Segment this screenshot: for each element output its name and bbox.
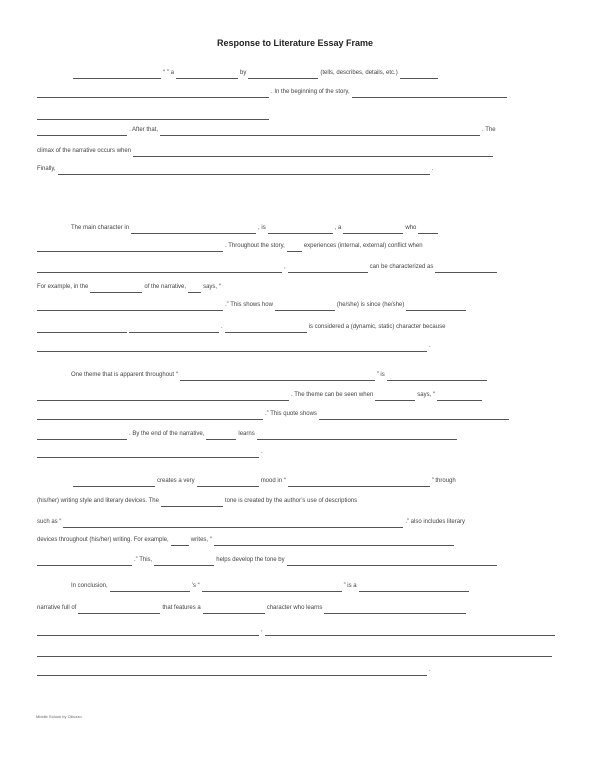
prompt-text: devices throughout (his/her) writing. For example, <box>37 537 169 543</box>
prompt-text: experiences (internal, external) conflict when <box>303 243 423 249</box>
frame-line <box>36 664 556 676</box>
fill-in-blank[interactable] <box>37 89 269 98</box>
prompt-text: For example, in the <box>37 284 89 290</box>
prompt-text: . <box>429 343 431 349</box>
prompt-text: , is <box>258 225 266 231</box>
fill-in-blank[interactable] <box>406 302 466 311</box>
fill-in-blank[interactable] <box>37 302 223 311</box>
frame-line <box>36 495 556 507</box>
frame-line <box>36 145 556 157</box>
prompt-text: that features a <box>162 605 201 611</box>
prompt-text: helps develop the tone by <box>216 557 285 563</box>
fill-in-blank[interactable] <box>37 449 259 458</box>
fill-in-blank[interactable] <box>171 537 189 546</box>
frame-line <box>36 321 556 333</box>
frame-line <box>36 428 556 440</box>
fill-in-blank[interactable] <box>58 166 430 175</box>
fill-in-blank[interactable] <box>37 392 289 401</box>
fill-in-blank[interactable] <box>375 392 415 401</box>
frame-line <box>36 645 556 657</box>
prompt-text: (his/her) writing style and literary devices. The <box>37 498 159 504</box>
prompt-text: The main character in <box>71 225 130 231</box>
fill-in-blank[interactable] <box>400 70 438 79</box>
frame-line <box>36 108 556 120</box>
fill-in-blank[interactable] <box>275 302 335 311</box>
prompt-text: . Throughout the story, <box>225 243 285 249</box>
fill-in-blank[interactable] <box>37 667 427 676</box>
fill-in-blank[interactable] <box>154 557 214 566</box>
prompt-text: narrative full of <box>37 605 77 611</box>
prompt-text: . After that, <box>129 127 159 133</box>
frame-line <box>36 446 556 458</box>
fill-in-blank[interactable] <box>78 605 160 614</box>
fill-in-blank[interactable] <box>343 225 403 234</box>
fill-in-blank[interactable] <box>319 411 509 420</box>
fill-in-blank[interactable] <box>176 70 238 79</box>
prompt-text: . <box>431 166 434 172</box>
prompt-text: , <box>261 627 263 633</box>
fill-in-blank[interactable] <box>197 478 259 487</box>
frame-line <box>36 240 556 252</box>
footer-credit: Middle School by Ciliuzzo <box>36 714 82 719</box>
fill-in-blank[interactable] <box>37 648 552 657</box>
frame-line <box>70 580 556 592</box>
fill-in-blank[interactable] <box>214 537 454 546</box>
frame-line <box>36 624 556 636</box>
fill-in-blank[interactable] <box>131 225 256 234</box>
fill-in-blank[interactable] <box>206 431 236 440</box>
prompt-text: , a <box>334 225 342 231</box>
prompt-text: learns <box>238 431 255 437</box>
prompt-text: .” This shows how <box>225 302 273 308</box>
frame-line <box>36 554 556 566</box>
frame-line <box>36 86 556 98</box>
frame-line <box>36 261 556 273</box>
prompt-text: (tells, describes, details, etc.) <box>320 70 398 76</box>
fill-in-blank[interactable] <box>180 372 375 381</box>
fill-in-blank[interactable] <box>188 284 201 293</box>
prompt-text: . <box>221 324 223 330</box>
frame-line <box>36 534 556 546</box>
fill-in-blank[interactable] <box>37 324 127 333</box>
fill-in-blank[interactable] <box>359 583 469 592</box>
fill-in-blank[interactable] <box>288 264 368 273</box>
fill-in-blank[interactable] <box>265 627 555 636</box>
fill-in-blank[interactable] <box>437 392 482 401</box>
frame-line <box>36 408 556 420</box>
prompt-text: character who learns <box>266 605 323 611</box>
fill-in-blank[interactable] <box>73 478 155 487</box>
fill-in-blank[interactable] <box>435 264 497 273</box>
fill-in-blank[interactable] <box>110 583 190 592</box>
prompt-text: . <box>429 667 431 673</box>
fill-in-blank[interactable] <box>37 431 127 440</box>
frame-line <box>36 389 556 401</box>
fill-in-blank[interactable] <box>387 372 487 381</box>
fill-in-blank[interactable] <box>129 324 219 333</box>
fill-in-blank[interactable] <box>352 89 507 98</box>
prompt-text: climax of the narrative occurs when <box>37 148 132 154</box>
fill-in-blank[interactable] <box>37 557 132 566</box>
prompt-text: . The theme can be seen when <box>291 392 374 398</box>
frame-line <box>70 222 556 234</box>
fill-in-blank[interactable] <box>288 478 430 487</box>
fill-in-blank[interactable] <box>90 284 142 293</box>
prompt-text: says, “ <box>203 284 221 290</box>
fill-in-blank[interactable] <box>287 243 302 252</box>
prompt-text: ’s “ <box>191 583 200 589</box>
fill-in-blank[interactable] <box>225 324 307 333</box>
prompt-text: is considered a (dynamic, static) character because <box>308 324 446 330</box>
prompt-text: tone is created by the author’s use of descriptions <box>224 498 358 504</box>
prompt-text: , <box>284 264 286 270</box>
fill-in-blank[interactable] <box>268 225 333 234</box>
fill-in-blank[interactable] <box>257 431 457 440</box>
prompt-text: “ <box>163 70 165 76</box>
prompt-text: . The <box>482 127 496 133</box>
prompt-text: (he/she) is since (he/she) <box>336 302 405 308</box>
prompt-text: . In the beginning of the story, <box>271 89 350 95</box>
prompt-text: ” a <box>167 70 175 76</box>
fill-in-blank[interactable] <box>37 627 259 636</box>
prompt-text: . <box>261 449 263 455</box>
prompt-text: ” is a <box>343 583 357 589</box>
fill-in-blank[interactable] <box>37 243 223 252</box>
prompt-text: .” This, <box>134 557 153 563</box>
prompt-text: who <box>405 225 417 231</box>
prompt-text: ” is <box>376 372 385 378</box>
frame-line <box>36 516 556 528</box>
prompt-text: creates a very <box>157 478 195 484</box>
prompt-text: says, “ <box>417 392 435 398</box>
fill-in-blank[interactable] <box>202 583 342 592</box>
prompt-text: of the narrative, <box>144 284 187 290</box>
fill-in-blank[interactable] <box>37 111 269 120</box>
fill-in-blank[interactable] <box>133 148 493 157</box>
fill-in-blank[interactable] <box>73 70 161 79</box>
fill-in-blank[interactable] <box>37 264 282 273</box>
frame-line <box>70 369 556 381</box>
prompt-text: Finally, <box>37 166 56 172</box>
frame-line <box>72 67 556 79</box>
prompt-text: writes, “ <box>190 537 212 543</box>
fill-in-blank[interactable] <box>37 127 127 136</box>
frame-line <box>36 602 556 614</box>
fill-in-blank[interactable] <box>160 127 480 136</box>
page-title: Response to Literature Essay Frame <box>216 38 374 48</box>
frame-line <box>72 475 556 487</box>
fill-in-blank[interactable] <box>37 343 427 352</box>
prompt-text: . By the end of the narrative, <box>129 431 205 437</box>
frame-line <box>36 163 556 175</box>
prompt-text: mood in “ <box>260 478 286 484</box>
fill-in-blank[interactable] <box>203 605 265 614</box>
prompt-text: can be characterized as <box>369 264 434 270</box>
fill-in-blank[interactable] <box>248 70 318 79</box>
fill-in-blank[interactable] <box>287 557 497 566</box>
fill-in-blank[interactable] <box>63 519 403 528</box>
frame-line <box>36 124 556 136</box>
fill-in-blank[interactable] <box>37 411 263 420</box>
prompt-text: such as “ <box>37 519 62 525</box>
frame-line <box>36 299 556 311</box>
frame-line <box>36 281 556 293</box>
frame-line <box>36 340 556 352</box>
prompt-text: .” This quote shows <box>265 411 317 417</box>
fill-in-blank[interactable] <box>161 498 223 507</box>
prompt-text: .” also includes literary <box>405 519 466 525</box>
prompt-text: One theme that is apparent throughout “ <box>71 372 178 378</box>
fill-in-blank[interactable] <box>418 225 438 234</box>
prompt-text: In conclusion, <box>71 583 108 589</box>
prompt-text: ” through <box>431 478 456 484</box>
fill-in-blank[interactable] <box>324 605 466 614</box>
prompt-text: by <box>240 70 247 76</box>
